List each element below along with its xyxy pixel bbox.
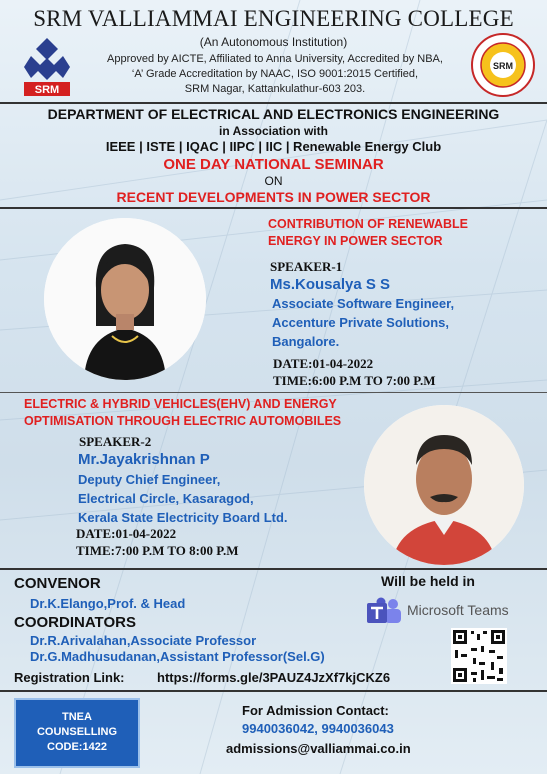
convenor-name: Dr.K.Elango,Prof. & Head <box>30 596 186 611</box>
designation-line: Accenture Private Solutions, <box>272 315 449 330</box>
registration-qr-code[interactable] <box>451 628 507 684</box>
speaker-1-schedule <box>273 355 436 389</box>
divider <box>0 392 547 393</box>
college-name: SRM VALLIAMMAI ENGINEERING COLLEGE <box>33 6 514 31</box>
coordinators-heading: COORDINATORS <box>14 614 136 631</box>
speaker-2-label: SPEAKER-2 <box>79 434 152 449</box>
divider <box>0 568 547 570</box>
coordinator-item: Dr.R.Arivalahan,Associate Professor <box>30 633 257 648</box>
coordinators-list <box>30 633 325 665</box>
seal-text: SRM <box>493 61 513 71</box>
designation-line: Bangalore. <box>272 334 340 349</box>
admission-phone[interactable]: 9940036042, 9940036043 <box>242 721 394 736</box>
registration-label: Registration Link: <box>14 670 125 685</box>
on-text: ON <box>264 174 283 188</box>
speaker-2-name: Mr.Jayakrishnan P <box>78 451 210 468</box>
admission-email[interactable]: admissions@valliammai.co.in <box>226 741 411 756</box>
coordinator-item: Dr.G.Madhusudanan,Assistant Professor(Sel.G) <box>30 649 325 664</box>
autonomous-status: (An Autonomous Institution) <box>199 35 348 49</box>
tnea-line: TNEA <box>62 711 92 723</box>
tnea-counselling-badge <box>14 698 140 768</box>
college-seal <box>470 32 536 98</box>
approval-text <box>70 52 480 97</box>
topic-line: CONTRIBUTION OF RENEWABLE <box>268 217 468 231</box>
designation-line: Associate Software Engineer, <box>272 296 455 311</box>
divider <box>0 102 547 104</box>
speaker-1-label: SPEAKER-1 <box>270 259 343 274</box>
topic-line: ELECTRIC & HYBRID VEHICLES(EHV) AND ENERGY <box>24 397 337 411</box>
microsoft-teams-logo <box>363 597 533 625</box>
speaker-1-time: TIME:6:00 P.M TO 7:00 P.M <box>273 373 436 388</box>
speaker-2-date: DATE:01-04-2022 <box>76 526 177 541</box>
logo-text: SRM <box>34 84 60 96</box>
speaker-1-name: Ms.Kousalya S S <box>270 276 391 293</box>
topic-line: OPTIMISATION THROUGH ELECTRIC AUTOMOBILES <box>24 414 342 428</box>
approval-line: SRM Nagar, Kattankulathur-603 203. <box>184 83 366 95</box>
divider <box>0 207 547 209</box>
speaker-2-designation <box>78 470 288 527</box>
associated-bodies: IEEE | ISTE | IQAC | IIPC | IIC | Renewable Energy Club <box>105 139 442 154</box>
designation-line: Deputy Chief Engineer, <box>78 472 221 487</box>
designation-line: Kerala State Electricity Board Ltd. <box>78 510 288 525</box>
speaker-2-photo <box>364 405 524 565</box>
department-title: DEPARTMENT OF ELECTRICAL AND ELECTRONICS ENGINEERING <box>47 106 500 122</box>
convenor-heading: CONVENOR <box>14 575 101 592</box>
seminar-theme: RECENT DEVELOPMENTS IN POWER SECTOR <box>116 189 431 205</box>
admission-heading: For Admission Contact: <box>242 703 389 718</box>
tnea-line: COUNSELLING <box>36 726 118 738</box>
registration-link[interactable]: https://forms.gle/3PAUZ4JzXf7kjCKZ6 <box>157 670 391 685</box>
designation-line: Electrical Circle, Kasaragod, <box>78 491 254 506</box>
speaker-2-schedule <box>76 525 239 559</box>
divider <box>0 690 547 692</box>
teams-icon <box>363 597 403 625</box>
speaker-2-time: TIME:7:00 P.M TO 8:00 P.M <box>76 543 239 558</box>
topic-line: ENERGY IN POWER SECTOR <box>268 234 443 248</box>
speaker-1-photo <box>44 218 206 380</box>
tnea-line: CODE:1422 <box>47 741 107 753</box>
association-text: in Association with <box>219 124 328 138</box>
srm-logo <box>22 36 72 98</box>
held-in-text: Will be held in <box>381 573 475 589</box>
speaker-1-topic <box>268 216 538 250</box>
teams-label: Microsoft Teams <box>407 602 509 618</box>
seminar-title: ONE DAY NATIONAL SEMINAR <box>163 156 384 173</box>
speaker-1-designation <box>272 294 454 351</box>
speaker-1-date: DATE:01-04-2022 <box>273 356 374 371</box>
speaker-2-topic <box>24 396 384 430</box>
approval-line: ‘A’ Grade Accreditation by NAAC, ISO 9001:2015 Certified, <box>131 68 419 80</box>
approval-line: Approved by AICTE, Affiliated to Anna University, Accredited by NBA, <box>107 53 443 65</box>
